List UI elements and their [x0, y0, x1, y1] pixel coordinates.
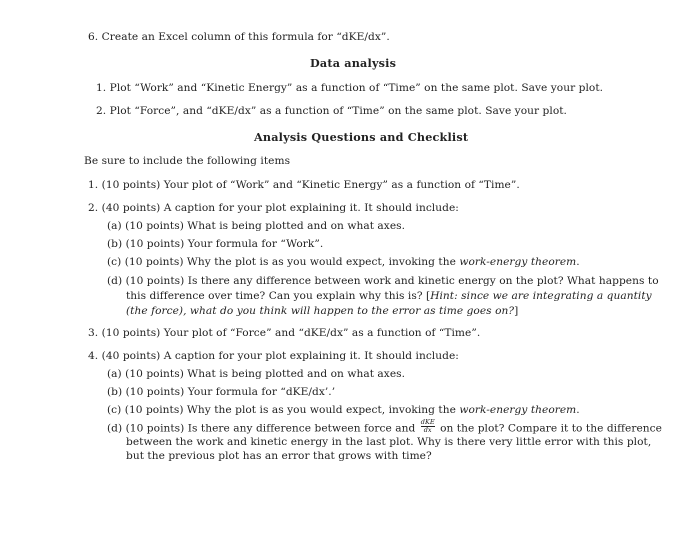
step-6-number: 6. — [88, 31, 99, 43]
question-1 — [88, 179, 520, 191]
question-2d-text-3: (the force), what do you think will happen to the error as time goes on? — [126, 305, 515, 317]
question-4a — [107, 368, 405, 380]
question-2d-text-1: (10 points) Is there any difference between work and kinetic energy on the plot? What happens to — [125, 275, 659, 287]
question-2c-end: . — [576, 256, 580, 268]
question-2d-label: (d) — [107, 275, 123, 287]
data-analysis-item-1 — [96, 82, 603, 94]
question-2a — [107, 220, 405, 232]
question-2-text: (40 points) A caption for your plot explaining it. It should include: — [101, 202, 459, 214]
question-2d-text-2a: this difference over time? Can you explain why this is? [ — [126, 290, 431, 302]
question-4a-label: (a) — [107, 368, 122, 380]
question-3-text: (10 points) Your plot of “Force” and “dKE/dx” as a function of “Time”. — [101, 327, 481, 339]
question-4b — [107, 386, 335, 398]
question-2 — [88, 202, 459, 214]
question-3 — [88, 327, 480, 339]
question-2c-label: (c) — [107, 256, 122, 268]
question-2d-line-1 — [107, 275, 659, 287]
question-2b — [107, 238, 323, 250]
fraction-numerator: dKE — [420, 418, 435, 426]
question-2d-line-2 — [126, 290, 652, 302]
question-4b-text: (10 points) Your formula for “dKE/dx’.’ — [125, 386, 336, 398]
question-2c-italic: work-energy theorem — [459, 256, 577, 268]
checklist-intro: Be sure to include the following items — [84, 155, 291, 167]
data-analysis-item-2-number: 2. — [96, 105, 107, 117]
question-1-number: 1. — [88, 179, 99, 191]
question-2b-label: (b) — [107, 238, 123, 250]
step-6-text: Create an Excel column of this formula for “dKE/dx”. — [101, 31, 390, 43]
checklist-heading: Analysis Questions and Checklist — [254, 130, 469, 144]
question-4c-text: (10 points) Why the plot is as you would expect, invoking the — [124, 404, 460, 416]
question-4 — [88, 350, 459, 362]
question-4-text: (40 points) A caption for your plot explaining it. It should include: — [101, 350, 459, 362]
question-2a-text: (10 points) What is being plotted and on what axes. — [125, 220, 406, 232]
question-4d-label: (d) — [107, 422, 123, 435]
question-4-number: 4. — [88, 350, 99, 362]
question-3-number: 3. — [88, 327, 99, 339]
data-analysis-item-1-text: Plot “Work” and “Kinetic Energy” as a function of “Time” on the same plot. Save your plot. — [109, 82, 604, 94]
question-2b-text: (10 points) Your formula for “Work”. — [125, 238, 324, 250]
fraction-denominator: dx — [423, 426, 432, 434]
question-4d-line-3: but the previous plot has an error that grows with time? — [126, 450, 432, 462]
data-analysis-item-2 — [96, 105, 567, 117]
question-2d-hint: Hint: since we are integrating a quantity — [430, 290, 652, 302]
question-2c — [107, 256, 580, 268]
question-4d-line-1 — [107, 418, 662, 436]
question-4d-text-1a: (10 points) Is there any difference between force and — [125, 422, 419, 435]
question-2a-label: (a) — [107, 220, 122, 232]
data-analysis-item-1-number: 1. — [96, 82, 107, 94]
question-2d-bracket: ] — [514, 305, 519, 317]
dke-dx-fraction — [421, 419, 435, 434]
question-4c-label: (c) — [107, 404, 122, 416]
question-4c-end: . — [576, 404, 580, 416]
question-4b-label: (b) — [107, 386, 123, 398]
question-4d-text-1b: on the plot? Compare it to the difference — [436, 422, 662, 435]
question-4c — [107, 404, 580, 416]
question-2d-line-3 — [126, 305, 518, 317]
question-2-number: 2. — [88, 202, 99, 214]
question-1-text: (10 points) Your plot of “Work” and “Kinetic Energy” as a function of “Time”. — [101, 179, 520, 191]
step-6 — [88, 31, 390, 43]
question-4c-italic: work-energy theorem — [459, 404, 577, 416]
question-2c-text: (10 points) Why the plot is as you would expect, invoking the — [124, 256, 460, 268]
data-analysis-heading: Data analysis — [310, 56, 397, 70]
question-4d-line-2: between the work and kinetic energy in the last plot. Why is there very little error with this plot, — [126, 436, 652, 448]
data-analysis-item-2-text: Plot “Force”, and “dKE/dx” as a function of “Time” on the same plot. Save your plot. — [109, 105, 567, 117]
question-4a-text: (10 points) What is being plotted and on what axes. — [125, 368, 406, 380]
